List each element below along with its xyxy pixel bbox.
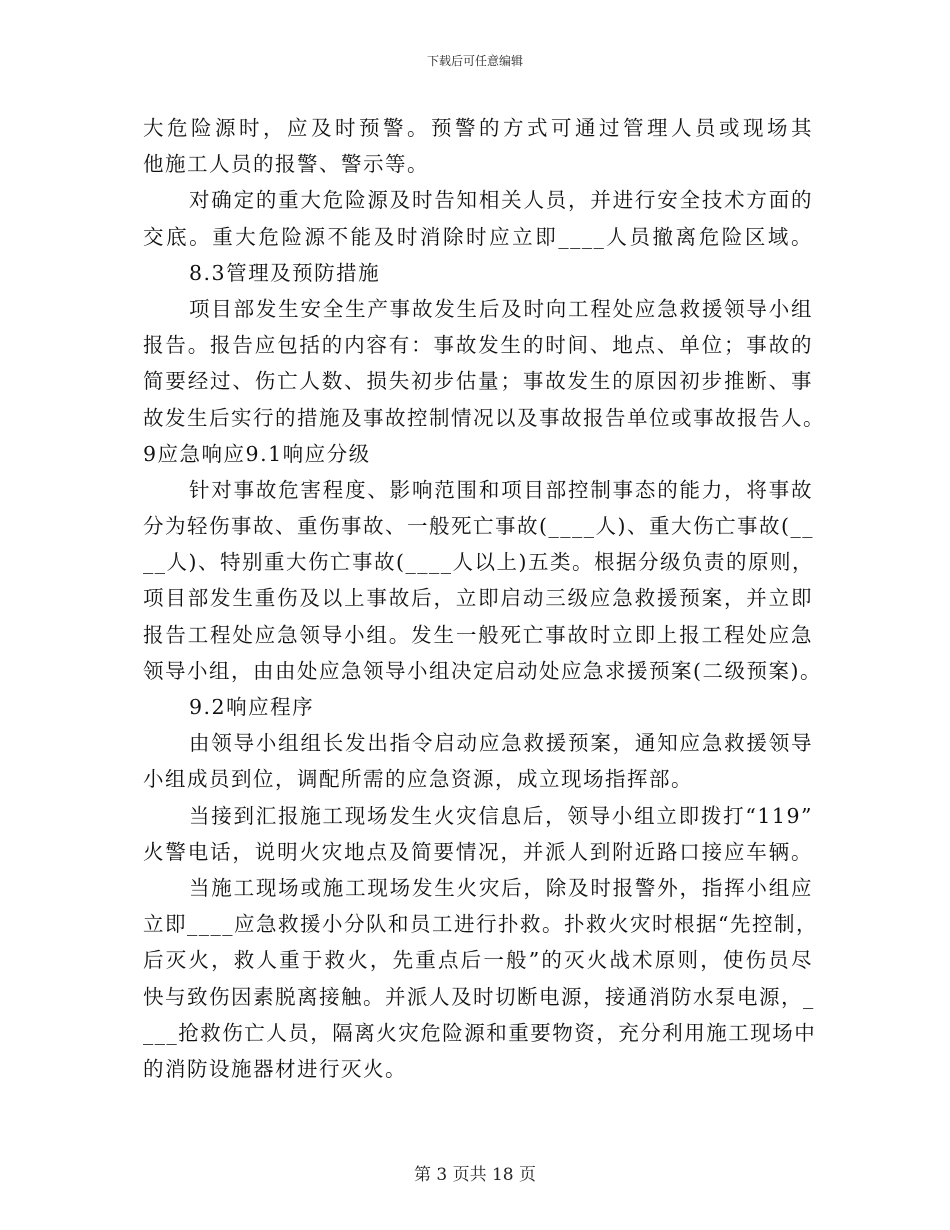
text-line: 当接到汇报施工现场发生火灾信息后，领导小组立即拨打“119”: [189, 803, 813, 828]
page-footer: 第 3 页共 18 页: [413, 1165, 537, 1185]
text-line: 火警电话，说明火灾地点及简要情况，并派人到附近路口接应车辆。: [143, 839, 813, 864]
text-line: 大危险源时，应及时预警。预警的方式可通过管理人员或现场其: [143, 116, 813, 140]
text-line: 的消防设施器材进行灭火。: [143, 1056, 407, 1081]
section-heading: 8.3管理及预防措施: [189, 260, 381, 285]
text-line: 由领导小组组长发出指令启动应急救援预案，通知应急救援领导: [189, 731, 813, 756]
text-line: 报告工程处应急领导小组。发生一般死亡事故时立即上报工程处应急: [143, 622, 813, 647]
text-line: 针对事故危害程度、影响范围和项目部控制事态的能力，将事故: [189, 477, 813, 502]
section-heading: 9.2响应程序: [189, 695, 315, 719]
text-line: 交底。重大危险源不能及时消除时应立即____人员撤离危险区域。: [143, 224, 813, 249]
text-line: 当施工现场或施工现场发生火灾后，除及时报警外，指挥小组应: [189, 875, 813, 900]
text-line: 小组成员到位，调配所需的应急资源，成立现场指挥部。: [143, 767, 693, 792]
text-line: 对确定的重大危险源及时告知相关人员，并进行安全技术方面的: [189, 188, 813, 213]
text-line: 他施工人员的报警、警示等。: [143, 152, 429, 177]
text-line: 快与致伤因素脱离接触。并派人及时切断电源，接通消防水泵电源，_: [143, 984, 815, 1009]
text-line: 后灭火，救人重于救火，先重点后一般”的灭火战术原则，使伤员尽: [143, 948, 813, 973]
text-line: 简要经过、伤亡人数、损失初步估量；事故发生的原因初步推断、事: [143, 369, 813, 394]
text-line: 项目部发生重伤及以上事故后，立即启动三级应急救援预案，并立即: [143, 586, 813, 611]
text-line: 立即____应急救援小分队和员工进行扑救。扑救火灾时根据“先控制，: [143, 912, 818, 937]
text-line: 故发生后实行的措施及事故控制情况以及事故报告单位或事故报告人。: [143, 405, 825, 430]
text-line: 分为轻伤事故、重伤事故、一般死亡事故(____人)、重大伤亡事故(__: [143, 514, 814, 539]
text-line: 领导小组，由由处应急领导小组决定启动处应急求援预案(二级预案)。: [143, 658, 822, 683]
section-heading: 9应急响应9.1响应分级: [143, 441, 371, 466]
document-body: [143, 110, 825, 1087]
text-line: __人)、特别重大伤亡事故(____人以上)五类。根据分级负责的原则，: [143, 550, 814, 575]
text-line: 报告。报告应包括的内容有：事故发生的时间、地点、单位；事故的: [143, 333, 813, 358]
page-header: 下载后可任意编辑: [426, 54, 523, 68]
text-line: 项目部发生安全生产事故发生后及时向工程处应急救援领导小组: [189, 296, 813, 321]
text-line: ___抢救伤亡人员，隔离火灾危险源和重要物资，充分利用施工现场中: [143, 1020, 817, 1045]
